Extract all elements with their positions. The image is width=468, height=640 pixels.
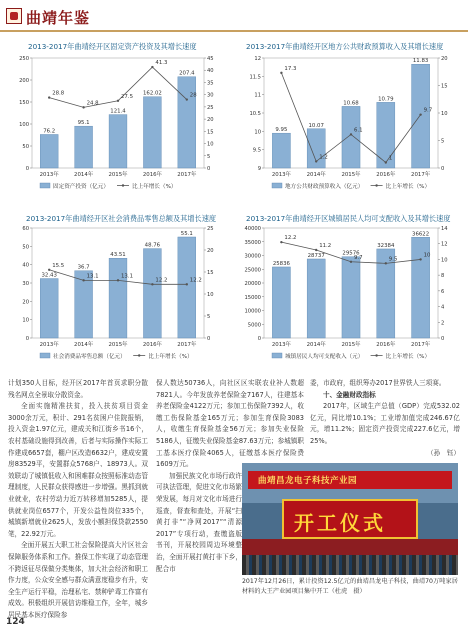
article-paragraph: 保人数达50736人，向社区区实联农业补人数超7821人。今年发放养老保险金7167人，往建基本养老保险金4122万元；参加工伤保险7392人，收缴工伤保险基金165万元；参加生育保险3083人，收缴生育保险基金56万元；参加失业保险5186人，征缴失业保险基金87.63万元；参城镇职工基本医疗保险4065人，征缴基本医疗保险费1609万元。 xyxy=(156,379,304,469)
y2-tick-label: 40 xyxy=(207,68,214,75)
chart-fixed-asset-investment xyxy=(8,52,228,198)
legend-line-marker xyxy=(138,354,140,356)
growth-point xyxy=(48,269,50,271)
growth-value-label: 12.2 xyxy=(284,235,297,242)
chart-bar xyxy=(75,126,93,168)
x-tick-label: 2015年 xyxy=(108,342,128,348)
y2-tick-label: 10 xyxy=(207,141,214,148)
growth-point xyxy=(48,96,50,98)
y2-tick-label: 20 xyxy=(207,117,214,124)
article-paragraph: 计划350人目标，经开区2017年首页求职分散残名网点全景取分散资金。 xyxy=(8,379,148,399)
y2-tick-label: 14 xyxy=(441,226,448,232)
bar-value-label: 28737 xyxy=(307,252,325,259)
article-paragraph: 全面实施精准扶贫，投入扶贫项目资金3000余万元，积计、291名贫困户住院报销，投入资金1.97亿元，建成关和江街乡书16个，农村基础设施得到改善，后者与实际操作实际工作建成6657套，棚户区改造6632户，建成安置房83529平，安置群众5768户、18973人。双效联动了城镇低收入和困难群众按照标准动态管理制度，人民群众获得感进一步增强。黑抓到就业就业，农村劳动力近万转移增加5285人，提供就业岗位6577个，开发公益性岗位335个，城镇新增就业2625人，发放小额担保贷款2550笔，22.92万元。 xyxy=(8,402,148,538)
y-tick-label: 12 xyxy=(254,56,261,62)
legend-bar-swatch xyxy=(272,183,282,188)
y-tick-label: 0 xyxy=(25,336,29,342)
chart-bar xyxy=(40,279,58,338)
chart-bar xyxy=(342,257,360,338)
x-tick-label: 2014年 xyxy=(306,172,326,178)
y2-tick-label: 10 xyxy=(207,292,214,298)
chart-title-retail-sales: 2013-2017年曲靖经开区社会消费品零售总额及其增长速度 xyxy=(26,214,217,223)
x-tick-label: 2016年 xyxy=(142,172,162,178)
y2-tick-label: 0 xyxy=(207,336,211,342)
legend-bar-swatch xyxy=(40,353,50,358)
legend-line-label: 比上年增长（%） xyxy=(385,184,431,190)
legend-bar-swatch xyxy=(272,353,282,358)
growth-point xyxy=(419,113,421,115)
x-tick-label: 2014年 xyxy=(306,342,326,348)
bar-value-label: 36.7 xyxy=(77,264,90,271)
y2-tick-label: 30 xyxy=(207,92,214,99)
growth-value-label: 9.7 xyxy=(354,254,363,261)
y-tick-label: 40000 xyxy=(244,226,261,232)
legend-bar-label: 社会消费品零售总额（亿元） xyxy=(53,354,126,360)
growth-point xyxy=(82,106,84,108)
x-tick-label: 2015年 xyxy=(108,172,128,178)
growth-value-label: 10 xyxy=(423,252,431,259)
y2-tick-label: 4 xyxy=(441,304,445,311)
author-credit: （孙 钰） xyxy=(427,448,460,457)
section-heading: 十、金融财政指标 xyxy=(323,390,376,399)
y-tick-label: 5000 xyxy=(247,322,261,329)
growth-value-label: 11.2 xyxy=(319,243,332,249)
legend-line-label: 比上年增长（%） xyxy=(385,354,431,360)
y-tick-label: 25000 xyxy=(244,267,261,274)
y2-tick-label: 25 xyxy=(207,104,214,111)
chart-bar xyxy=(307,259,325,338)
chart-bar xyxy=(412,64,430,168)
y-tick-label: 100 xyxy=(19,122,29,128)
y-tick-label: 11 xyxy=(254,92,261,99)
y2-tick-label: 0 xyxy=(441,166,445,172)
growth-point xyxy=(350,261,352,263)
bar-value-label: 207.4 xyxy=(179,70,195,77)
photo-banner-text: 曲靖昌龙电子科技产业园 xyxy=(258,476,358,486)
y2-tick-label: 8 xyxy=(441,273,445,280)
chart-title-urban-income: 2013-2017年曲靖经开区城镇居民人均可支配收入及其增长速度 xyxy=(246,214,451,223)
bar-value-label: 29576 xyxy=(342,250,360,257)
x-tick-label: 2015年 xyxy=(341,342,361,348)
y-tick-label: 50 xyxy=(22,244,29,251)
chart-bar xyxy=(272,267,290,338)
y2-tick-label: 6 xyxy=(441,288,445,295)
y-tick-label: 10.5 xyxy=(249,111,261,117)
y-tick-label: 10 xyxy=(22,317,29,324)
x-tick-label: 2013年 xyxy=(271,172,291,178)
article-paragraph: 委，市政府，组织筹办2017世界铁人三项赛。 xyxy=(310,379,446,387)
chart-bar xyxy=(109,258,127,338)
bar-value-label: 121.4 xyxy=(110,108,126,115)
growth-value-label: 9.7 xyxy=(423,107,433,114)
growth-value-label: 13.1 xyxy=(121,273,134,280)
y2-tick-label: 12 xyxy=(441,241,448,248)
bar-value-label: 25836 xyxy=(272,260,290,267)
growth-point xyxy=(280,72,282,74)
growth-value-label: 27.5 xyxy=(121,93,134,100)
article-paragraph: 全面开展五大职工社会保险提高大片区社会保障服务体系和工作。推保工作实现了动态管理不跨返征尽保做分类集体，加大社会经济和职工作力度，公众安全感与群众满意度稳步有升，安全生产运行平稳，治理私宅、禁种铲毒工作富有成效。积极组织开展信访维稳工作，全年，城乡居民基本医疗保险参 xyxy=(8,541,148,619)
bar-value-label: 10.79 xyxy=(378,96,394,103)
y2-tick-label: 15 xyxy=(441,83,448,90)
y-tick-label: 9.5 xyxy=(252,147,261,154)
x-tick-label: 2017年 xyxy=(177,172,197,178)
y-tick-label: 15000 xyxy=(244,294,261,301)
growth-value-label: 17.3 xyxy=(284,65,297,72)
y2-tick-label: 5 xyxy=(207,153,211,160)
header-rule xyxy=(0,30,468,32)
y-tick-label: 30000 xyxy=(244,253,261,260)
legend-line-marker xyxy=(375,184,377,186)
chart-bar xyxy=(178,237,196,338)
growth-point xyxy=(82,279,84,281)
growth-point xyxy=(385,161,387,163)
chart-bar xyxy=(143,97,161,168)
y2-tick-label: 5 xyxy=(207,314,211,320)
growth-point xyxy=(186,283,188,285)
growth-point xyxy=(151,66,153,68)
y-tick-label: 150 xyxy=(19,100,29,106)
growth-value-label: 1 xyxy=(388,155,393,162)
magazine-title: 曲靖年鉴 xyxy=(26,9,91,27)
y-tick-label: 11.5 xyxy=(249,74,261,81)
growth-point xyxy=(280,241,282,243)
x-tick-label: 2016年 xyxy=(376,342,396,348)
chart-urban-income xyxy=(240,222,462,368)
page-header xyxy=(0,0,468,36)
bar-value-label: 32.43 xyxy=(41,272,57,279)
growth-value-label: 24.8 xyxy=(86,100,99,107)
growth-value-label: 28 xyxy=(189,92,197,99)
growth-point xyxy=(315,249,317,251)
chart-bar xyxy=(272,133,290,168)
y2-tick-label: 15 xyxy=(207,270,214,276)
y2-tick-label: 2 xyxy=(441,320,445,327)
growth-value-label: 15.5 xyxy=(52,262,65,269)
page-number: 124 xyxy=(6,617,25,627)
growth-value-label: 12.2 xyxy=(189,277,202,284)
y2-tick-label: 20 xyxy=(207,248,214,254)
y-tick-label: 0 xyxy=(25,166,29,172)
chart-bar xyxy=(342,106,360,168)
growth-point xyxy=(151,283,153,285)
bar-value-label: 9.95 xyxy=(275,127,288,134)
bar-value-label: 76.2 xyxy=(43,128,56,135)
y2-tick-label: 25 xyxy=(207,226,214,232)
legend-line-label: 比上年增长（%） xyxy=(148,354,193,360)
x-tick-label: 2013年 xyxy=(271,342,291,348)
x-tick-label: 2017年 xyxy=(411,172,431,178)
growth-point xyxy=(315,160,317,162)
x-tick-label: 2017年 xyxy=(411,342,431,348)
legend-line-label: 比上年增长（%） xyxy=(132,184,177,190)
y2-tick-label: 15 xyxy=(207,129,214,136)
y-tick-label: 20000 xyxy=(244,281,261,287)
article-column-1 xyxy=(8,378,148,621)
bar-value-label: 10.07 xyxy=(308,122,324,129)
groundbreaking-photo xyxy=(242,463,458,575)
growth-value-label: 12.2 xyxy=(155,277,168,284)
photo-board-text: 开工仪式 xyxy=(294,511,386,535)
y-tick-label: 40 xyxy=(22,262,29,269)
legend-bar-label: 地方公共财政预算收入（亿元） xyxy=(285,184,364,190)
growth-value-label: 6.1 xyxy=(354,127,363,134)
legend-bar-label: 固定资产投资（亿元） xyxy=(53,184,109,190)
chart-retail-sales xyxy=(8,222,228,368)
bar-value-label: 43.51 xyxy=(110,252,126,259)
growth-point xyxy=(419,258,421,260)
growth-value-label: 41.3 xyxy=(155,60,168,67)
y-tick-label: 50 xyxy=(22,144,29,150)
x-tick-label: 2017年 xyxy=(177,342,197,348)
chart-fiscal-revenue xyxy=(240,52,462,198)
yearbook-logo-icon xyxy=(6,8,22,24)
y-tick-label: 30 xyxy=(22,281,29,287)
y-tick-label: 10 xyxy=(254,129,261,136)
bar-value-label: 162.02 xyxy=(142,90,162,97)
x-tick-label: 2013年 xyxy=(39,172,59,178)
y-tick-label: 0 xyxy=(257,336,261,342)
photo-crowd xyxy=(242,555,458,575)
x-tick-label: 2016年 xyxy=(376,172,396,178)
y2-tick-label: 20 xyxy=(441,56,448,62)
article-column-3 xyxy=(310,378,460,459)
chart-bar xyxy=(40,134,58,168)
bar-value-label: 36622 xyxy=(412,231,430,238)
x-tick-label: 2014年 xyxy=(74,342,94,348)
article-paragraph: 加强民族文化市场行政许可执法管理，促进文化市场繁荣发展，每月对文化市场进行巡查，督查和查处，开展“扫黄打非”“净网2017”“清源2017”专项行动，查缴盗版书刊，开展校园周边环境整治，全面开展打黄打非下乡，配合市 xyxy=(156,471,242,573)
y2-tick-label: 35 xyxy=(207,80,214,87)
y-tick-label: 250 xyxy=(19,56,29,62)
y-tick-label: 200 xyxy=(19,78,29,84)
legend-line-marker xyxy=(122,184,124,186)
bar-value-label: 95.1 xyxy=(77,120,90,127)
chart-title-fixed-asset-investment: 2013-2017年曲靖经开区固定资产投资及其增长速度 xyxy=(28,42,197,51)
y2-tick-label: 0 xyxy=(207,166,211,172)
article-paragraph: 2017年，区域生产总值（GDP）完成532.02亿元，同比增10.1%；工业增加值完成246.67亿元，增11.2%；固定资产投资完成227.6亿元，增25%。 xyxy=(310,402,460,445)
x-tick-label: 2014年 xyxy=(74,172,94,178)
x-tick-label: 2015年 xyxy=(341,172,361,178)
growth-value-label: 1.2 xyxy=(319,154,328,161)
y-tick-label: 20 xyxy=(22,299,29,306)
legend-bar-swatch xyxy=(40,183,50,188)
growth-value-label: 13.1 xyxy=(86,273,99,280)
growth-point xyxy=(385,262,387,264)
legend-bar-label: 城镇居民人均可支配收入（元） xyxy=(285,354,364,360)
bar-value-label: 11.83 xyxy=(412,58,429,65)
y2-tick-label: 5 xyxy=(441,138,445,145)
chart-bar xyxy=(178,77,196,168)
y2-tick-label: 10 xyxy=(441,111,448,117)
growth-point xyxy=(186,98,188,100)
x-tick-label: 2016年 xyxy=(142,342,162,348)
legend-line-marker xyxy=(375,354,377,356)
y-tick-label: 60 xyxy=(22,226,29,232)
chart-bar xyxy=(109,115,127,168)
y2-tick-label: 45 xyxy=(207,56,214,62)
y2-tick-label: 10 xyxy=(441,257,448,264)
y2-tick-label: 0 xyxy=(441,336,445,342)
y-tick-label: 35000 xyxy=(244,239,261,246)
bar-value-label: 10.68 xyxy=(343,100,359,107)
bar-value-label: 48.76 xyxy=(144,242,161,249)
y-tick-label: 10000 xyxy=(244,308,261,315)
x-tick-label: 2013年 xyxy=(39,342,59,348)
growth-value-label: 28.8 xyxy=(52,90,65,97)
chart-bar xyxy=(143,249,161,338)
y-tick-label: 9 xyxy=(257,166,261,172)
photo-caption: 2017年12月26日，累计投资12.5亿元的曲靖昌龙电子科技，曲靖70万吨家居材料的大王产业园项目集中开工（杜虎 摄） xyxy=(242,578,458,595)
chart-title-fiscal-revenue: 2013-2017年曲靖经开区地方公共财政预算收入及其增长速度 xyxy=(246,42,444,51)
bar-value-label: 55.1 xyxy=(180,230,193,237)
growth-value-label: 9.5 xyxy=(388,256,398,263)
growth-point xyxy=(117,279,119,281)
bar-value-label: 32384 xyxy=(377,242,395,249)
growth-point xyxy=(350,133,352,135)
growth-point xyxy=(117,100,119,102)
